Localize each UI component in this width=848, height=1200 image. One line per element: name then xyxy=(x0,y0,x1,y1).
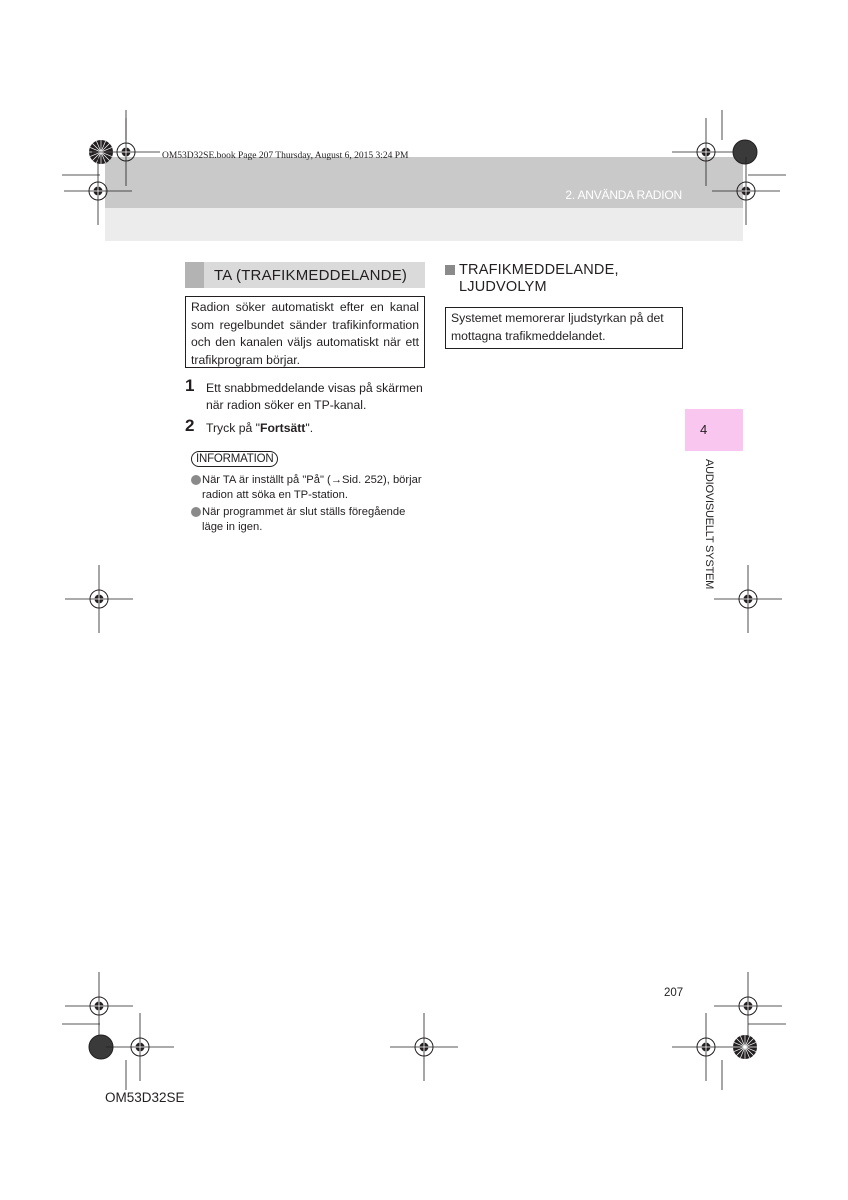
fortsatt-label: Fortsätt xyxy=(260,421,306,435)
step-text-after: ". xyxy=(305,421,314,435)
ta-heading-text: TA (TRAFIKMEDDELANDE) xyxy=(204,262,425,288)
crosshair-icon xyxy=(672,1013,740,1081)
book-info: OM53D32SE.book Page 207 Thursday, August 6, 2015 3:24 PM xyxy=(162,151,409,161)
step-number: 1 xyxy=(185,376,195,395)
crosshair-icon xyxy=(65,565,133,633)
step-text-before: Tryck på " xyxy=(206,421,260,435)
section-title: 2. ANVÄNDA RADION xyxy=(565,188,682,202)
step-text: Ett snabbmeddelande visas på skärmen när radion söker en TP-kanal. xyxy=(206,381,423,412)
bullet-text: När programmet är slut ställs föregående läge in igen. xyxy=(202,506,406,533)
volume-heading-text: TRAFIKMEDDELANDE, LJUDVOLYM xyxy=(459,262,619,295)
crosshair-icon xyxy=(106,1013,174,1081)
document-code: OM53D32SE xyxy=(105,1090,185,1105)
ta-description-box: Radion söker automatiskt efter en kanal som regelbundet sänder trafikinformation och den kanalen väljs automatiskt när ett trafikprogram börjar. xyxy=(185,296,425,368)
chapter-number: 4 xyxy=(700,422,708,437)
information-label: INFORMATION xyxy=(191,451,278,467)
volume-description-box: Systemet memorerar ljudstyrkan på det mottagna trafikmeddelandet. xyxy=(445,307,683,349)
crosshair-icon xyxy=(714,972,782,1040)
chapter-label: AUDIOVISUELLT SYSTEM xyxy=(703,459,715,590)
page-number: 207 xyxy=(664,987,684,999)
crosshair-icon xyxy=(65,972,133,1040)
crosshair-icon xyxy=(712,157,780,225)
crosshair-icon xyxy=(64,157,132,225)
bullet-text: När TA är inställt på "På" (→Sid. 252), börjar radion att söka en TP-station. xyxy=(202,474,422,501)
star-mark-icon xyxy=(733,1035,757,1059)
crosshair-icon xyxy=(714,565,782,633)
step-number: 2 xyxy=(185,416,195,435)
crosshair-icon xyxy=(672,118,740,186)
crosshair-icon xyxy=(390,1013,458,1081)
dark-circle-icon xyxy=(733,140,757,164)
